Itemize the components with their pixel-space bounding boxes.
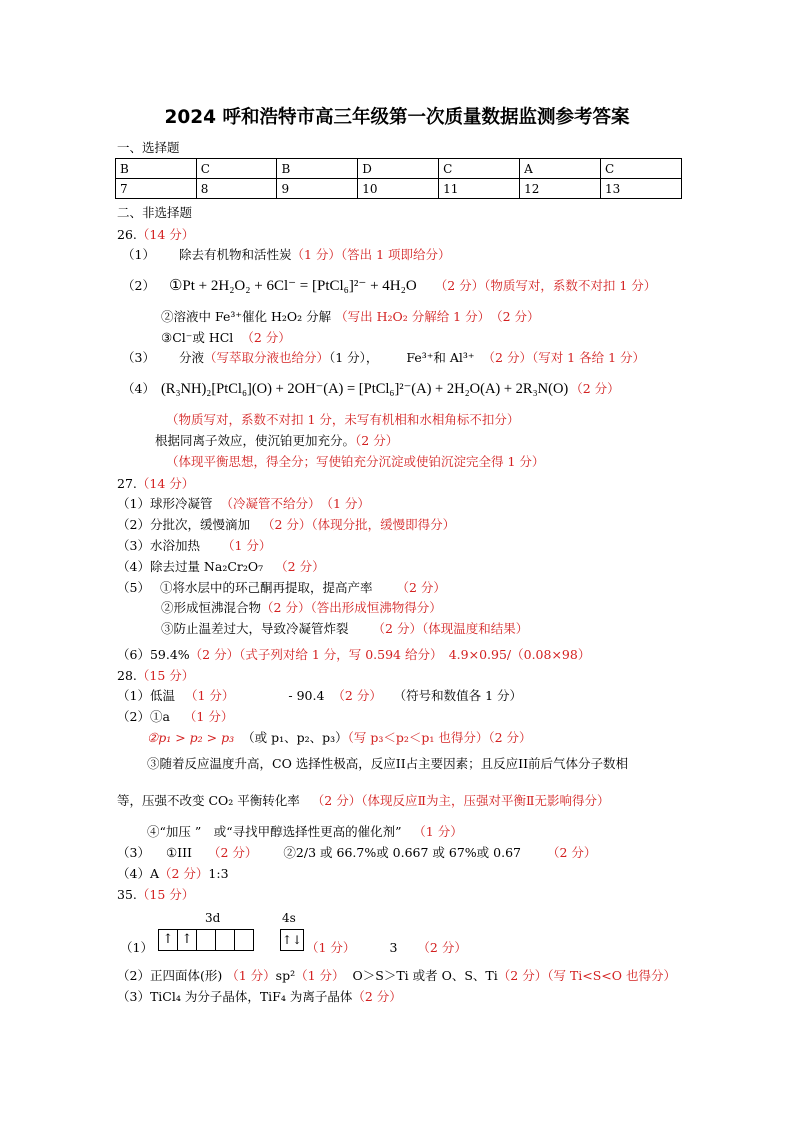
table-cell: 9 — [277, 179, 358, 199]
grading-note: （2 分）（答出形成恒沸物得分） — [261, 600, 442, 615]
grading-note: （2 分） — [158, 866, 209, 881]
answer-text: 分液 — [178, 350, 204, 365]
answer-text: ③防止温差过大，导致冷凝管炸裂 — [161, 621, 349, 636]
orbital-box — [196, 929, 215, 951]
question-number: 35. — [117, 887, 137, 902]
answer-text: （2）①a — [117, 709, 170, 724]
q35-2 — [117, 968, 676, 984]
orbital-diagram-4s — [280, 929, 304, 951]
grading-note: （写出 H₂O₂ 分解给 1 分） （2 分） — [335, 309, 540, 324]
question-score: （14 分） — [136, 476, 195, 491]
q28-2-d — [147, 824, 463, 840]
answer-text: （1）低温 — [117, 688, 175, 703]
q27-3 — [117, 538, 271, 554]
orbital-box: ↑↓ — [280, 929, 304, 951]
grading-note: （2 分） — [417, 940, 467, 955]
table-cell: 12 — [520, 179, 601, 199]
q28-4 — [117, 866, 229, 882]
table-row-answers — [116, 159, 682, 179]
grading-note: （2 分） — [570, 381, 620, 396]
question-28-heading — [117, 668, 194, 684]
q26-4-note: （物质写对，系数不对扣 1 分，未写有机相和水相角标不扣分） — [166, 412, 520, 427]
answer-text: Fe³⁺和 Al³⁺ — [406, 350, 475, 365]
orbital-box: ↑ — [158, 929, 177, 951]
orbital-box — [215, 929, 234, 951]
grading-note: （写 p₃＜p₂＜p₁ 也得分）（2 分） — [347, 730, 532, 745]
grading-note: （2 分） — [332, 688, 382, 703]
grading-note: （2 分） — [547, 845, 597, 860]
item-number: （1） — [122, 247, 155, 262]
table-cell: D — [358, 159, 439, 179]
table-cell: B — [277, 159, 358, 179]
grading-note: （2 分）（写对 1 各给 1 分） — [482, 350, 646, 365]
q27-5 — [117, 580, 446, 596]
answer-text: ③Cl⁻或 HCl — [161, 330, 234, 345]
q26-2-c — [161, 330, 291, 346]
answer-text: （3）TiCl₄ 为分子晶体，TiF₄ 为离子晶体 — [117, 989, 353, 1004]
answer-text: （4）A — [117, 866, 159, 881]
answer-text: ②2/3 或 66.7%或 0.667 或 67%或 0.67 — [283, 845, 521, 860]
item-number: （4） — [122, 381, 155, 396]
question-number: 27. — [117, 476, 137, 491]
grading-note: （2 分） — [355, 433, 399, 448]
answer-text: 根据同离子效应，使沉铂更加充分。 — [155, 433, 356, 448]
q27-4 — [117, 559, 325, 575]
q27-6 — [117, 647, 590, 663]
page-title: 2024 呼和浩特市高三年级第一次质量数据监测参考答案 — [164, 107, 630, 128]
answer-text: 等，压强不改变 CO₂ 平衡转化率 — [117, 793, 300, 808]
q28-2-c: ③随着反应温度升高，CO 选择性极高，反应II占主要因素；且反应II前后气体分子数相 — [147, 756, 629, 771]
orbital-box — [234, 929, 254, 951]
answer-text: ②p₁ > p₂ > p₃ — [147, 730, 235, 745]
answer-text: 除去有机物和活性炭 — [178, 247, 292, 262]
question-number: 28. — [117, 668, 137, 683]
q28-2-b — [147, 730, 532, 746]
grading-note: （1 分）（答出 1 项即给分） — [291, 247, 451, 262]
answer-text: O＞S＞Ti 或者 O、S、Ti — [352, 968, 498, 983]
answer-text: （2）正四面体(形) — [117, 968, 223, 983]
question-27-heading — [117, 476, 194, 492]
orbital-diagram-3d — [158, 929, 254, 951]
answer-text: （符号和数值各 1 分） — [399, 688, 523, 703]
grading-note: （2 分）（体现反应Ⅱ为主，压强对平衡Ⅱ无影响得分） — [311, 793, 610, 808]
answer-text: ②溶液中 Fe³⁺催化 H₂O₂ 分解 — [161, 309, 332, 324]
grading-note: （2 分）（式子列对给 1 分，写 0.594 给分） 4.9×0.95/（0.08×98） — [189, 647, 591, 662]
q28-1 — [117, 688, 522, 704]
grading-note: （1 分） — [306, 940, 356, 955]
answer-value: - 90.4 — [288, 688, 325, 703]
q27-5-c — [161, 621, 528, 637]
item-number: （3） — [122, 350, 155, 365]
question-score: （14 分） — [136, 227, 195, 242]
answer-text: 1:3 — [208, 866, 229, 881]
answer-text: （1 分）， — [328, 350, 379, 365]
grading-note: （2 分）（体现分批，缓慢即得分） — [261, 517, 456, 532]
answer-text: （1）球形冷凝管 — [117, 496, 213, 511]
q28-2 — [117, 709, 233, 725]
orbital-label-4s: 4s — [282, 911, 296, 925]
table-cell: 7 — [116, 179, 197, 199]
answer-text: （3）水浴加热 — [117, 538, 200, 553]
item-number: （2） — [122, 278, 155, 293]
grading-note: （2 分）（体现温度和结果） — [372, 621, 529, 636]
table-cell: A — [520, 159, 601, 179]
item-number: （1） — [120, 940, 153, 955]
answer-text: （或 p₁、p₂、p₃） — [242, 730, 348, 745]
q27-2 — [117, 517, 455, 533]
q26-2-b — [161, 309, 540, 325]
answer-text: ②形成恒沸混合物 — [161, 600, 262, 615]
table-cell: 11 — [439, 179, 520, 199]
answer-text: sp² — [275, 968, 296, 983]
q35-3 — [117, 989, 402, 1005]
orbital-label-3d: 3d — [205, 911, 221, 925]
grading-note: （2 分） — [275, 559, 325, 574]
equation: (R₃NH)₂[PtCl₆](O) + 2OH⁻(A) = [PtCl₆]²⁻(A) + 2H₂O(A) + 2R₃N(O) — [160, 381, 569, 397]
table-cell: C — [439, 159, 520, 179]
table-cell: C — [601, 159, 682, 179]
table-cell: 13 — [601, 179, 682, 199]
grading-note: （2 分） — [396, 580, 446, 595]
q28-2-c-cont — [117, 793, 609, 809]
grading-note: （1 分） — [226, 968, 276, 983]
grading-note: （1 分） — [419, 824, 463, 839]
section-heading-choice: 一、选择题 — [117, 140, 180, 155]
answer-text: ①III — [165, 845, 192, 860]
table-cell: 8 — [196, 179, 277, 199]
grading-note: （1 分） — [184, 688, 235, 703]
q26-4 — [122, 381, 620, 397]
answer-table — [115, 158, 682, 199]
q26-2 — [122, 278, 656, 294]
q26-1 — [122, 247, 451, 263]
table-cell: B — [116, 159, 197, 179]
question-number: 26. — [117, 227, 137, 242]
grading-note: （1 分） — [221, 538, 272, 553]
q26-4-note2: （体现平衡思想，得全分；写使铂充分沉淀或使铂沉淀完全得 1 分） — [166, 454, 545, 469]
item-number: （3） — [117, 845, 150, 860]
item-number: （5） — [117, 580, 150, 595]
section-heading-nonchoice: 二、非选择题 — [117, 205, 193, 220]
grading-note: （1 分） — [183, 709, 234, 724]
q27-5-b — [161, 600, 442, 616]
equation: ①Pt + 2H₂O₂ + 6Cl⁻ = [PtCl₆]²⁻ + 4H₂O — [168, 278, 417, 294]
grading-note: （2 分） — [207, 845, 258, 860]
table-cell: C — [196, 159, 277, 179]
question-score: （15 分） — [136, 668, 195, 683]
answer-text: （2）分批次，缓慢滴加 — [117, 517, 250, 532]
grading-note: （2 分） — [352, 989, 402, 1004]
table-row-numbers — [116, 179, 682, 199]
q28-3 — [117, 845, 596, 861]
answer-value: 3 — [389, 940, 398, 955]
grading-note: （冷凝管不给分） （1 分） — [220, 496, 370, 511]
table-cell: 10 — [358, 179, 439, 199]
grading-note: （写萃取分液也给分） — [203, 350, 329, 365]
grading-note: （1 分） — [295, 968, 345, 983]
answer-text: （6）59.4% — [117, 647, 190, 662]
q35-1 — [306, 940, 467, 956]
answer-text: ④“加压 ” 或“寻找甲醇选择性更高的催化剂” — [147, 824, 402, 839]
question-26-heading — [117, 227, 194, 243]
answer-text: ①将水层中的环己酮再提取，提高产率 — [159, 580, 373, 595]
grading-note: （2 分）（写 Ti<S<O 也得分） — [497, 968, 676, 983]
orbital-box: ↑ — [177, 929, 196, 951]
grading-note: （2 分）（物质写对，系数不对扣 1 分） — [434, 278, 657, 293]
answer-text: （4）除去过量 Na₂Cr₂O₇ — [117, 559, 264, 574]
q26-4-reason — [155, 433, 398, 449]
q27-1 — [117, 496, 370, 512]
question-35-heading — [117, 887, 194, 903]
grading-note: （2 分） — [241, 330, 291, 345]
question-score: （15 分） — [136, 887, 195, 902]
q26-3 — [122, 350, 645, 366]
